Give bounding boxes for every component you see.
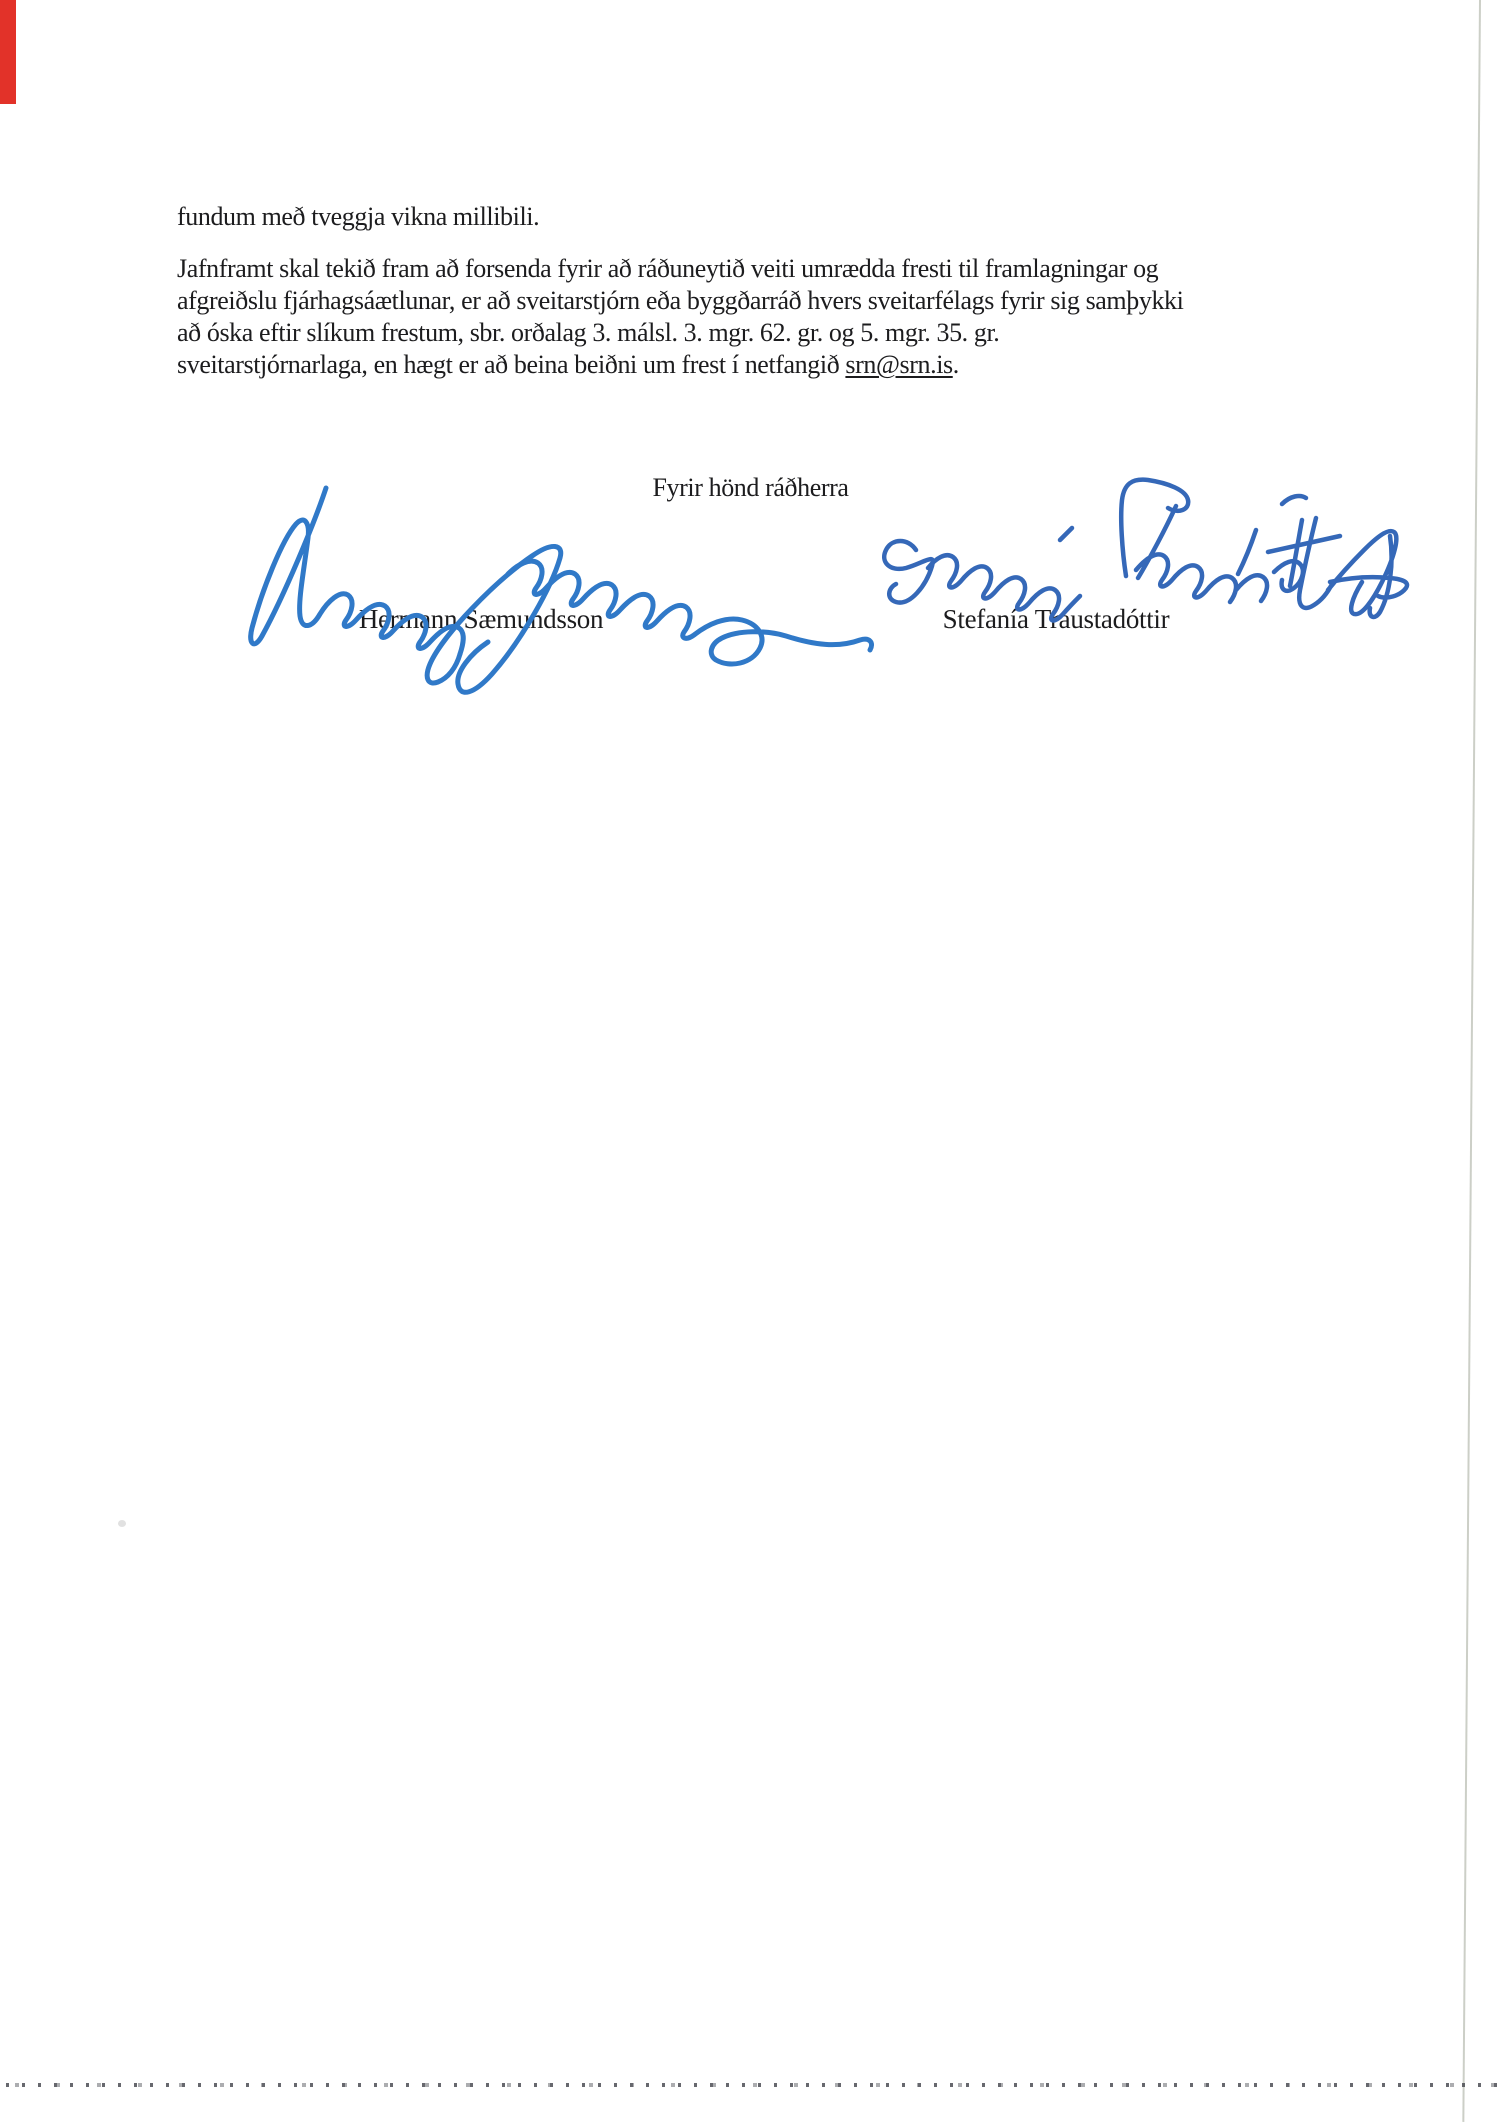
signer-name-right: Stefanía Traustadóttir [942, 604, 1170, 634]
red-edge-mark [0, 0, 16, 104]
text-after-email: . [952, 350, 959, 379]
signer-name-left: Hermann Sæmundsson [358, 604, 604, 634]
text-line [177, 349, 1183, 381]
text-before-email: sveitarstjórnarlaga, en hægt er að beina beiðni um frest í netfangið [177, 350, 846, 379]
closing-phrase: Fyrir hönd ráðherra [652, 473, 849, 502]
page-edge-line [1462, 0, 1481, 2122]
scan-speck [118, 1520, 126, 1527]
signature-stroke [1060, 528, 1072, 540]
hermann-signature [222, 478, 882, 710]
text-line: afgreiðslu fjárhagsáætlunar, er að sveitarstjórn eða byggðarráð hvers sveitarfélags fyrir sig samþykki [177, 286, 1184, 315]
main-paragraph [177, 253, 1183, 381]
text-line: Jafnframt skal tekið fram að forsenda fyrir að ráðuneytið veiti umrædda fresti til framlagningar og [177, 254, 1159, 283]
text-line: að óska eftir slíkum frestum, sbr. orðalag 3. málsl. 3. mgr. 62. gr. og 5. mgr. 35. gr. [177, 318, 1000, 347]
signature-stroke [1268, 518, 1407, 617]
email-link[interactable]: srn@srn.is [845, 350, 953, 379]
opening-line: fundum með tveggja vikna millibili. [177, 202, 540, 231]
perforation-dotted-line [6, 2083, 1498, 2087]
